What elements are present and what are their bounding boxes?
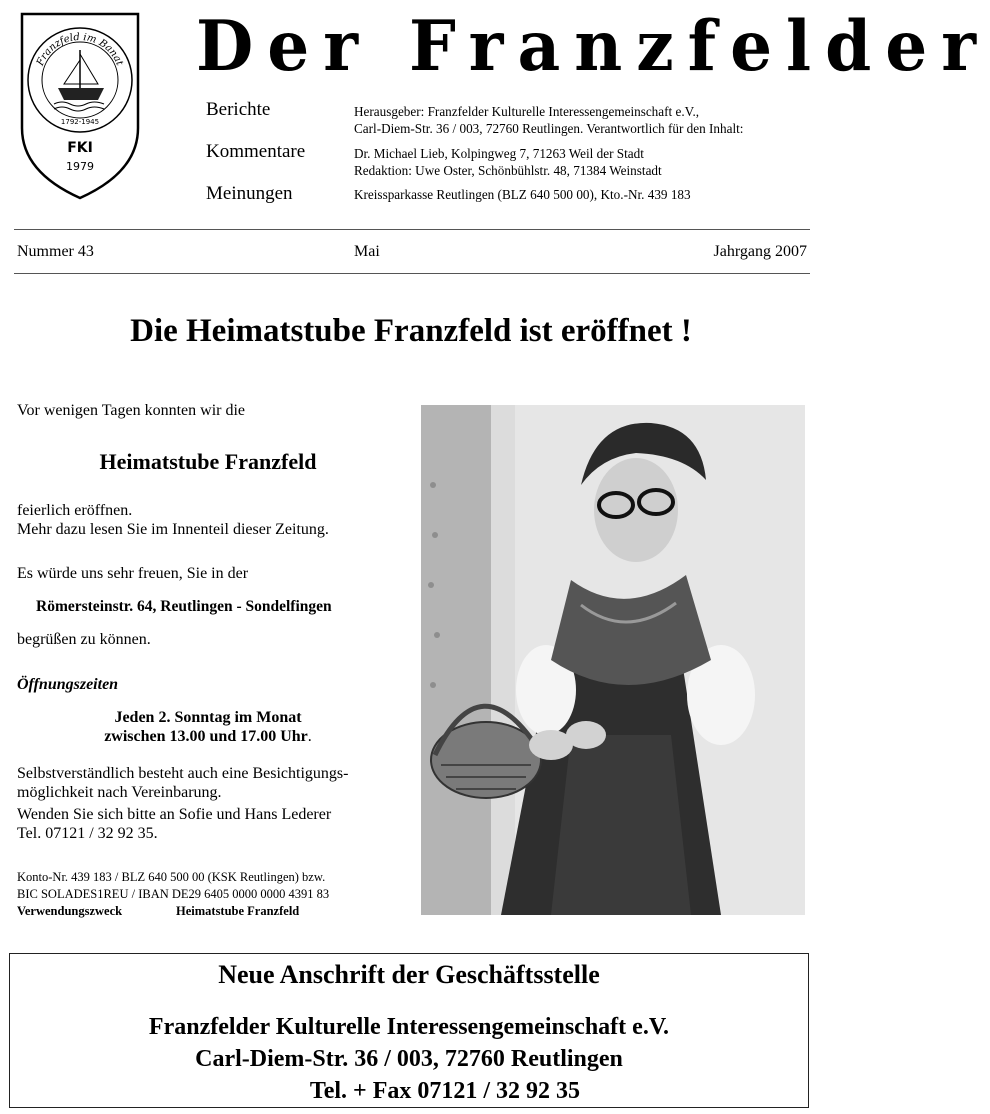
greet-text: begrüßen zu können. xyxy=(17,631,151,648)
bank-text: Konto-Nr. 439 183 / BLZ 640 500 00 (KSK Reutlingen) bzw. xyxy=(17,870,326,884)
address-text: Römersteinstr. 64, Reutlingen - Sondelfingen xyxy=(36,598,332,615)
emblem-founded: 1979 xyxy=(66,160,94,173)
emblem-years: 1792-1945 xyxy=(60,118,100,126)
issue-month: Mai xyxy=(354,243,380,260)
hours-line-period: . xyxy=(307,728,312,745)
purpose-value: Heimatstube Franzfeld xyxy=(176,904,300,918)
masthead-title: Der Franzfelder xyxy=(196,5,990,87)
visit-text: möglichkeit nach Vereinbarung. xyxy=(17,784,222,801)
section-berichte: Berichte xyxy=(206,99,271,120)
bank-text: BIC SOLADES1REU / IBAN DE29 6405 0000 0000 4391 83 xyxy=(17,887,330,901)
publisher-line: Redaktion: Uwe Oster, Schönbühlstr. 48, 71384 Weinstadt xyxy=(354,163,662,178)
hours-line: Jeden 2. Sonntag im Monat xyxy=(114,709,302,726)
address-box-heading: Neue Anschrift der Geschäftsstelle xyxy=(218,960,600,989)
visit-text: Wenden Sie sich bitte an Sofie und Hans Lederer xyxy=(17,806,332,823)
visit-text: Selbstverständlich besteht auch eine Besichtigungs- xyxy=(17,765,349,782)
heimatstube-heading: Heimatstube Franzfeld xyxy=(99,449,317,474)
visit-text: Tel. 07121 / 32 92 35. xyxy=(17,825,158,842)
opened-text: Mehr dazu lesen Sie im Innenteil dieser Zeitung. xyxy=(17,521,329,538)
purpose-label: Verwendungszweck xyxy=(17,904,123,918)
address-box-phone: Tel. + Fax 07121 / 32 92 35 xyxy=(309,1078,581,1104)
hours-label: Öffnungszeiten xyxy=(17,676,119,693)
divider xyxy=(14,229,810,230)
publisher-line: Herausgeber: Franzfelder Kulturelle Interessengemeinschaft e.V., xyxy=(354,104,700,119)
section-kommentare: Kommentare xyxy=(206,141,306,162)
publisher-line: Kreissparkasse Reutlingen (BLZ 640 500 00), Kto.-Nr. 439 183 xyxy=(354,187,691,202)
opened-text: feierlich eröffnen. xyxy=(17,502,133,519)
invite-text: Es würde uns sehr freuen, Sie in der xyxy=(17,565,249,582)
hours-line-wrapper xyxy=(17,727,399,746)
emblem-org: FKI xyxy=(67,140,93,156)
fki-emblem-logo xyxy=(18,10,142,202)
address-box-org: Franzfelder Kulturelle Interessengemeinschaft e.V. xyxy=(148,1014,670,1040)
headline: Die Heimatstube Franzfeld ist eröffnet ! xyxy=(130,313,692,349)
divider xyxy=(14,273,810,274)
hours-line: zwischen 13.00 und 17.00 Uhr xyxy=(104,728,308,745)
issue-year: Jahrgang 2007 xyxy=(713,243,807,260)
emblem-ring-text: Franzfeld im Banat xyxy=(35,31,125,68)
issue-number: Nummer 43 xyxy=(17,243,94,260)
publisher-line: Dr. Michael Lieb, Kolpingweg 7, 71263 Weil der Stadt xyxy=(354,146,644,161)
section-meinungen: Meinungen xyxy=(206,183,293,204)
intro-text: Vor wenigen Tagen konnten wir die xyxy=(17,402,246,419)
publisher-line: Carl-Diem-Str. 36 / 003, 72760 Reutlingen. Verantwortlich für den Inhalt: xyxy=(354,121,744,136)
photo-woman-in-costume xyxy=(421,405,805,915)
address-box-street: Carl-Diem-Str. 36 / 003, 72760 Reutlingen xyxy=(195,1046,623,1072)
